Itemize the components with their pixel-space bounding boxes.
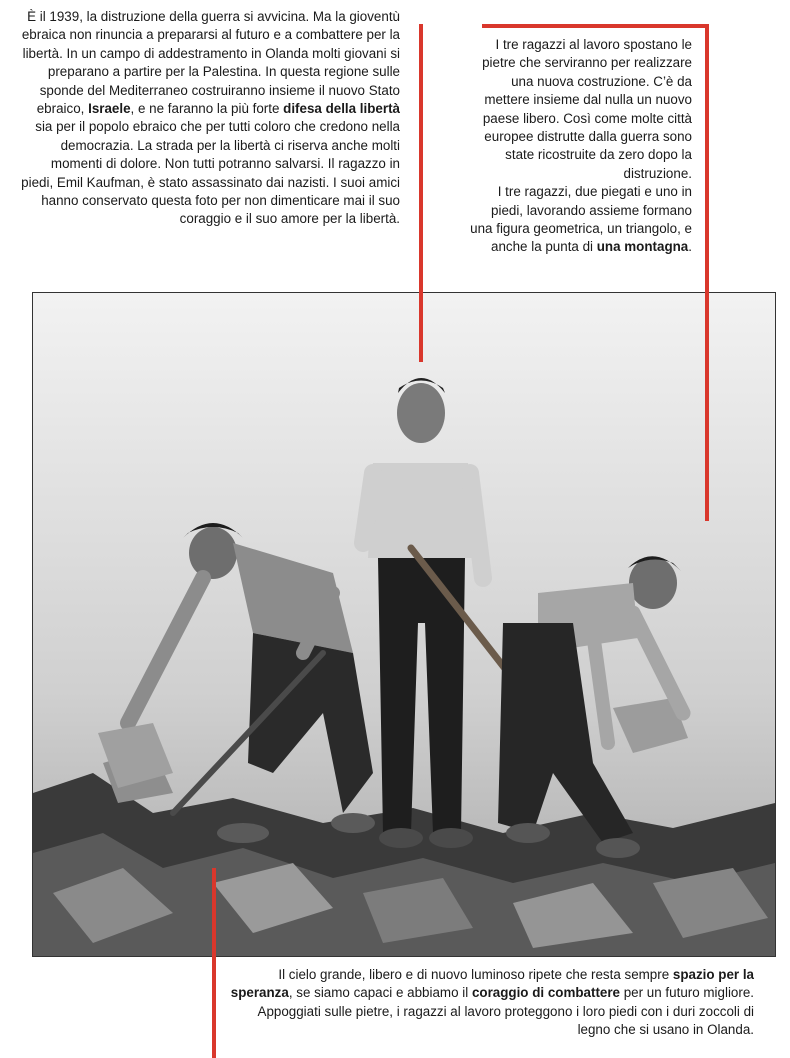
bold-phrase: spazio per la speranza: [230, 967, 754, 1001]
text-run: , se siamo capaci e abbiamo il: [288, 985, 472, 1001]
text-run: I tre ragazzi al lavoro spostano le pietre che serviranno per realizzare una nuova costruzione. C’è da mettere insieme dal nulla un nuovo paese libero. Così come molte città europee distrutte dalla guerra sono state ricostruite da zero dopo la distruzione.: [482, 37, 692, 181]
red-line-top-center: [419, 24, 423, 362]
text-run: per un futuro migliore. Appoggiati sulle pietre, i ragazzi al lavoro proteggono i loro piedi con i duri zoccoli di legno che si usano in Olanda.: [257, 985, 754, 1038]
red-line-right-vertical: [705, 24, 709, 521]
historical-photo: [32, 292, 776, 957]
bold-phrase: Israele: [88, 101, 131, 117]
bold-phrase: coraggio di combattere: [471, 985, 621, 1001]
bold-phrase: difesa della libertà: [283, 101, 400, 117]
text-run: I tre ragazzi, due piegati e uno in piedi, lavorando assieme formano una figura geometrica, un triangolo, e anche la punta di: [470, 184, 692, 255]
red-line-top-right-horizontal: [482, 24, 709, 28]
text-run: Il cielo grande, libero e di nuovo luminoso ripete che resta sempre: [278, 967, 673, 982]
right-caption: [470, 36, 692, 257]
text-run: .: [688, 239, 692, 255]
text-run: sia per il popolo ebraico che per tutti coloro che credono nella democrazia. La strada per la libertà ci riserva anche molti momenti di dolore. Non tutti potranno salvarsi. Il ragazzo in piedi, Emil Kaufman, è stato assassinato dai nazisti. I suoi amici hanno conservato questa foto per non dimenticare mai il suo coraggio e il suo amore per la libertà.: [21, 119, 400, 227]
red-line-bottom-left: [212, 868, 216, 1058]
text-run: È il 1939, la distruzione della guerra si avvicina. Ma la gioventù ebraica non rinuncia a prepararsi al futuro e a combattere per la libertà. In un campo di addestramento in Olanda molti giovani si preparano a partire per la Palestina. In questa regione sulle sponde del Mediterraneo costruiranno insieme il nuovo Stato ebraico,: [21, 9, 400, 117]
photo-illustration: [33, 293, 775, 956]
right-caption-para-2: [470, 183, 692, 257]
intro-paragraph: [20, 8, 400, 229]
bold-phrase: una montagna: [596, 239, 689, 255]
bottom-caption: [224, 966, 754, 1040]
text-run: , e ne faranno la più forte: [130, 101, 284, 117]
right-caption-para-1: [470, 36, 692, 183]
